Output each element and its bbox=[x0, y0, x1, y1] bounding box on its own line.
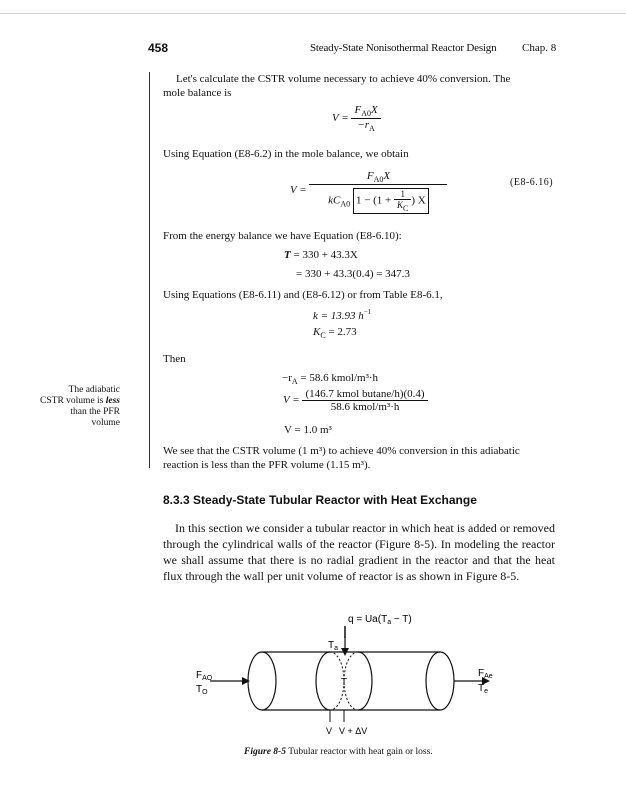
eq1-lhs: V = bbox=[332, 112, 349, 125]
eq1-num-sub: A0 bbox=[361, 109, 371, 118]
eq5-rate-lhs: −r bbox=[282, 372, 292, 384]
to-label: $T_O$ bbox=[196, 684, 208, 696]
conclusion-line-2: reaction is less than the PFR volume (1.15 m³). bbox=[163, 459, 371, 471]
eq5-num: (146.7 kmol butane/h)(0.4) bbox=[302, 388, 427, 401]
fao-label: $F_{AO}$ bbox=[196, 670, 213, 682]
eq4-kc-value: = 2.73 bbox=[328, 326, 357, 338]
running-title: Steady-State Nonisothermal Reactor Design bbox=[310, 42, 497, 54]
caption-text: Tubular reactor with heat gain or loss. bbox=[288, 747, 433, 757]
margin-note-line-3: than the PFR bbox=[70, 407, 120, 417]
slice-right-front bbox=[358, 652, 372, 710]
eq5-den: 58.6 kmol/m³·h bbox=[330, 401, 400, 413]
equation-rate bbox=[282, 372, 378, 386]
equation-equilibrium-constant bbox=[313, 326, 357, 340]
eq1-den: −r bbox=[357, 119, 370, 131]
section-title: 8.3.3 Steady-State Tubular Reactor with Heat Exchange bbox=[163, 493, 477, 507]
equation-rate-constant bbox=[313, 308, 371, 322]
body-paragraph: In this section we consider a tubular reactor in which heat is added or removed through the cylindrical walls of the reactor (Figure 8-5). In modeling the reactor we shall assume that there is no radial gradient in the reactor and that the heat flux through the wall per unit volume of reactor is as shown in Figure 8-5. bbox=[163, 521, 555, 583]
then-text: Then bbox=[163, 353, 186, 365]
top-rule bbox=[0, 13, 626, 14]
eq2-inner-num: 1 bbox=[394, 189, 411, 200]
heat-flux-label: $q = Ua(T_a - T)$ bbox=[348, 614, 412, 626]
eq1-den-sub: A bbox=[369, 124, 375, 133]
equation-label: (E8-6.16) bbox=[510, 177, 554, 188]
page-number: 458 bbox=[148, 41, 169, 55]
margin-note bbox=[28, 385, 120, 429]
eq4-line1: k = 13.93 h bbox=[313, 310, 364, 322]
inlet-arrowhead bbox=[242, 677, 250, 685]
eq2-inner-den: K bbox=[397, 200, 404, 210]
margin-note-line-2: CSTR volume is bbox=[40, 396, 104, 406]
margin-note-line-4: volume bbox=[91, 418, 120, 428]
equation-temperature bbox=[284, 249, 358, 261]
equation-volume bbox=[290, 170, 447, 214]
fae-label: $F_{Ae}$ bbox=[478, 668, 493, 680]
eq4-line1-sup: −1 bbox=[363, 308, 372, 316]
eq2-den-inner: 1 − (1 + bbox=[355, 194, 395, 207]
figure-caption bbox=[244, 747, 433, 757]
tubular-reactor-figure bbox=[150, 608, 510, 744]
caption-label: Figure 8-5 bbox=[244, 747, 286, 757]
equation-volume-result: V = 1.0 m³ bbox=[284, 424, 332, 436]
cylinder-right-end bbox=[426, 652, 454, 710]
equation-volume-value bbox=[283, 388, 428, 413]
chapter-label: Chap. 8 bbox=[522, 42, 557, 54]
eq2-den-k: kC bbox=[328, 194, 341, 207]
v-label: V bbox=[326, 726, 333, 736]
intro-line-2: mole balance is bbox=[163, 87, 232, 99]
eq5-rate-rhs: = 58.6 kmol/m³·h bbox=[300, 372, 379, 384]
example-rule bbox=[149, 72, 150, 468]
t-mid-label: T bbox=[340, 677, 348, 688]
intro-line-1: Let's calculate the CSTR volume necessary to achieve 40% conversion. The bbox=[176, 73, 511, 85]
eq2-num: F bbox=[366, 170, 374, 182]
eq2-inner-frac bbox=[394, 189, 411, 213]
cylinder-left-end bbox=[248, 652, 276, 710]
eq1-num: F bbox=[354, 104, 362, 116]
eq2-inner-den-sub: C bbox=[403, 204, 409, 213]
eq4-kc-sub: C bbox=[320, 331, 326, 340]
te-label: $T_e$ bbox=[478, 683, 489, 695]
eq5-fraction bbox=[302, 388, 427, 413]
eq2-bracket bbox=[353, 188, 429, 214]
conclusion-line-1: We see that the CSTR volume (1 m³) to achieve 40% conversion in this adiabatic bbox=[163, 445, 520, 457]
eq3-line1: = 330 + 43.3X bbox=[293, 249, 358, 261]
eq2-den-tail: ) X bbox=[411, 194, 426, 207]
eq1-num-var: X bbox=[370, 104, 378, 116]
eq2-fraction bbox=[309, 170, 447, 214]
margin-note-line-1: The adiabatic bbox=[68, 385, 120, 395]
eq3-lhs: T bbox=[284, 249, 291, 261]
energy-balance-text: From the energy balance we have Equation (E8-6.10): bbox=[163, 230, 402, 242]
eq5-v-lhs: V = bbox=[283, 394, 300, 407]
eq4-kc: K bbox=[313, 326, 321, 338]
eq1-fraction bbox=[351, 104, 380, 133]
ta-label: $T_a$ bbox=[328, 640, 339, 652]
margin-note-emphasis: less bbox=[105, 396, 120, 406]
equation-mole-balance bbox=[332, 104, 381, 133]
slice-left bbox=[316, 652, 330, 710]
using-equations-text: Using Equations (E8-6.11) and (E8-6.12) or from Table E8-6.1, bbox=[163, 289, 443, 301]
eq2-den-sub: A0 bbox=[340, 199, 351, 209]
eq2-lhs: V = bbox=[290, 183, 307, 196]
eq5-rate-sub: A bbox=[291, 377, 298, 386]
eq2-num-var: X bbox=[383, 170, 391, 182]
eq2-num-sub: A0 bbox=[373, 175, 384, 184]
using-eq-text: Using Equation (E8-6.2) in the mole balance, we obtain bbox=[163, 148, 409, 160]
vdv-label: V + ΔV bbox=[339, 726, 368, 736]
equation-temperature-value: = 330 + 43.3(0.4) = 347.3 bbox=[296, 268, 410, 280]
